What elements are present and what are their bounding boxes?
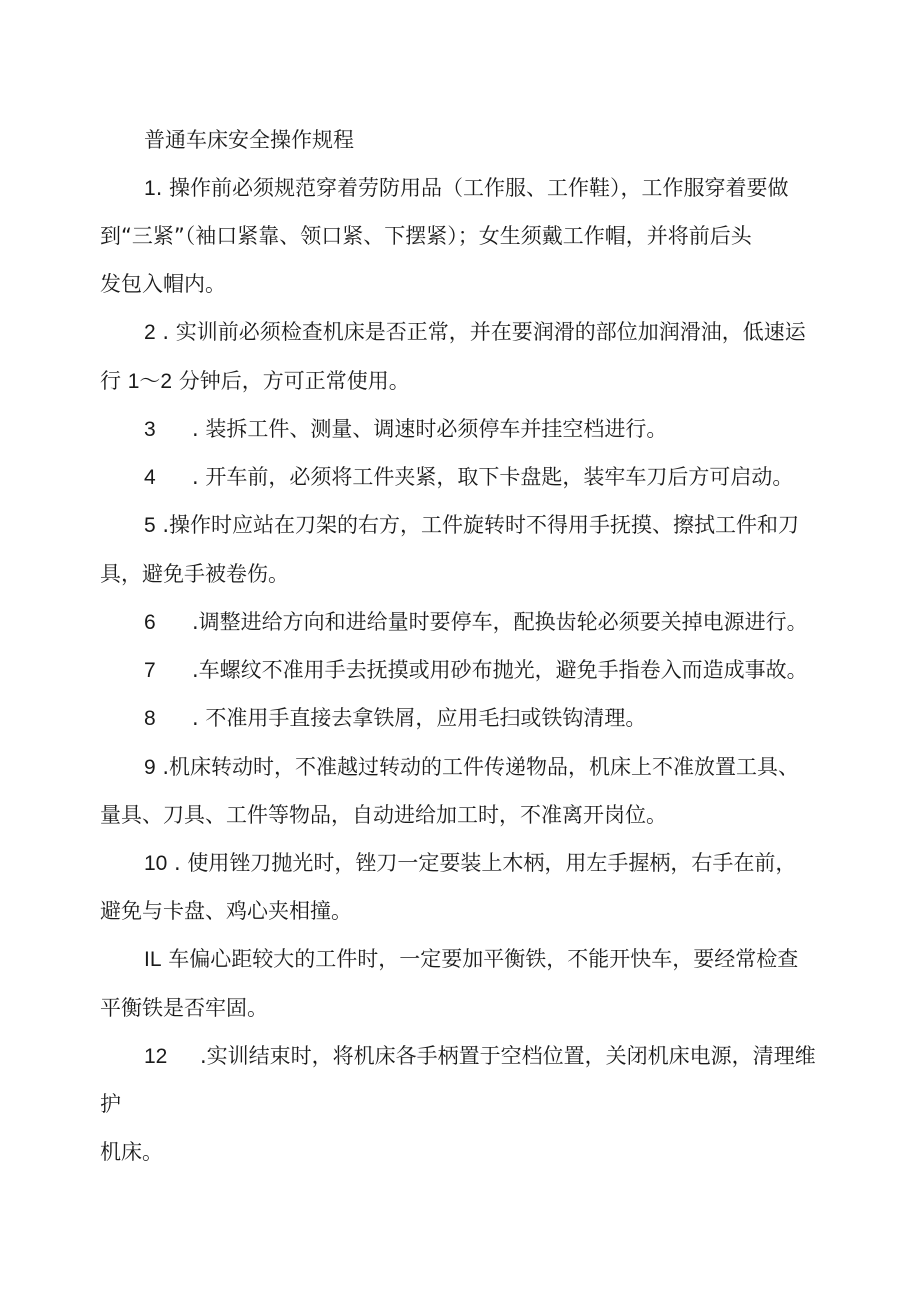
- item-text: . 装拆工件、测量、调速时必须停车并挂空档进行。: [192, 417, 668, 441]
- item-text: 行: [100, 369, 128, 393]
- item-number: 3: [144, 418, 156, 441]
- item-text: . 不准用手直接去拿铁屑，应用毛扫或铁钩清理。: [192, 706, 647, 730]
- paragraph-line: [144, 607, 808, 637]
- page-title: 普通车床安全操作规程: [144, 128, 354, 152]
- paragraph-line: 平衡铁是否牢固。: [100, 996, 268, 1020]
- paragraph-line: [144, 317, 806, 347]
- item-text: . 操作前必须规范穿着劳防用品（工作服、工作鞋），工作服穿着要做: [155, 176, 789, 200]
- item-text: 分钟后，方可正常使用。: [172, 369, 410, 393]
- item-number: 7: [144, 659, 156, 682]
- paragraph-line: [144, 462, 793, 492]
- item-number: 8: [144, 707, 156, 730]
- paragraph-line: [144, 848, 796, 878]
- item-text: .操作时应站在刀架的右方，工件旋转时不得用手抚摸、擦拭工件和刀: [155, 513, 800, 537]
- item-number: 4: [144, 466, 156, 489]
- item-number: IL: [144, 948, 162, 971]
- paragraph-line: 机床。: [100, 1140, 163, 1164]
- paragraph-line: [100, 366, 410, 396]
- paragraph-line: [144, 414, 667, 444]
- paragraph-line: 发包入帽内。: [100, 272, 226, 296]
- paragraph-line: 具，避免手被卷伤。: [100, 562, 289, 586]
- paragraph-line: [144, 1041, 816, 1071]
- paragraph-line: [144, 655, 808, 685]
- item-text: 车偏心距较大的工件时，一定要加平衡铁，不能开快车，要经常检查: [161, 947, 799, 971]
- item-number: 1: [144, 177, 156, 200]
- paragraph-line: [144, 173, 789, 203]
- duration-range: 1～2: [127, 370, 173, 393]
- item-text: . 使用锉刀抛光时，锉刀一定要装上木柄，用左手握柄，右手在前，: [167, 851, 797, 875]
- item-text: . 开车前，必须将工件夹紧，取下卡盘匙，装牢车刀后方可启动。: [192, 465, 794, 489]
- item-text: .调整进给方向和进给量时要停车，配换齿轮必须要关掉电源进行。: [192, 610, 808, 634]
- item-number: 10: [144, 852, 168, 875]
- paragraph-line: [144, 944, 798, 974]
- item-text: . 实训前必须检查机床是否正常，并在要润滑的部位加润滑油，低速运: [155, 320, 806, 344]
- paragraph-line: 到“三紧”（袖口紧靠、领口紧、下摆紧）；女生须戴工作帽，并将前后头: [100, 224, 752, 248]
- paragraph-line: 避免与卡盘、鸡心夹相撞。: [100, 899, 352, 923]
- paragraph-line: 护: [100, 1092, 121, 1116]
- paragraph-line: [144, 752, 799, 782]
- item-text: .车螺纹不准用手去抚摸或用砂布抛光，避免手指卷入而造成事故。: [192, 658, 808, 682]
- item-number: 5: [144, 514, 156, 537]
- paragraph-line: 量具、刀具、工件等物品，自动进给加工时，不准离开岗位。: [100, 803, 667, 827]
- item-number: 9: [144, 756, 156, 779]
- item-text: .实训结束时，将机床各手柄置于空档位置，关闭机床电源，清理维: [200, 1044, 816, 1068]
- item-text: .机床转动时，不准越过转动的工件传递物品，机床上不准放置工具、: [155, 755, 800, 779]
- item-number: 6: [144, 611, 156, 634]
- paragraph-line: [144, 703, 646, 733]
- item-number: 12: [144, 1045, 168, 1068]
- paragraph-line: [144, 510, 799, 540]
- item-number: 2: [144, 321, 156, 344]
